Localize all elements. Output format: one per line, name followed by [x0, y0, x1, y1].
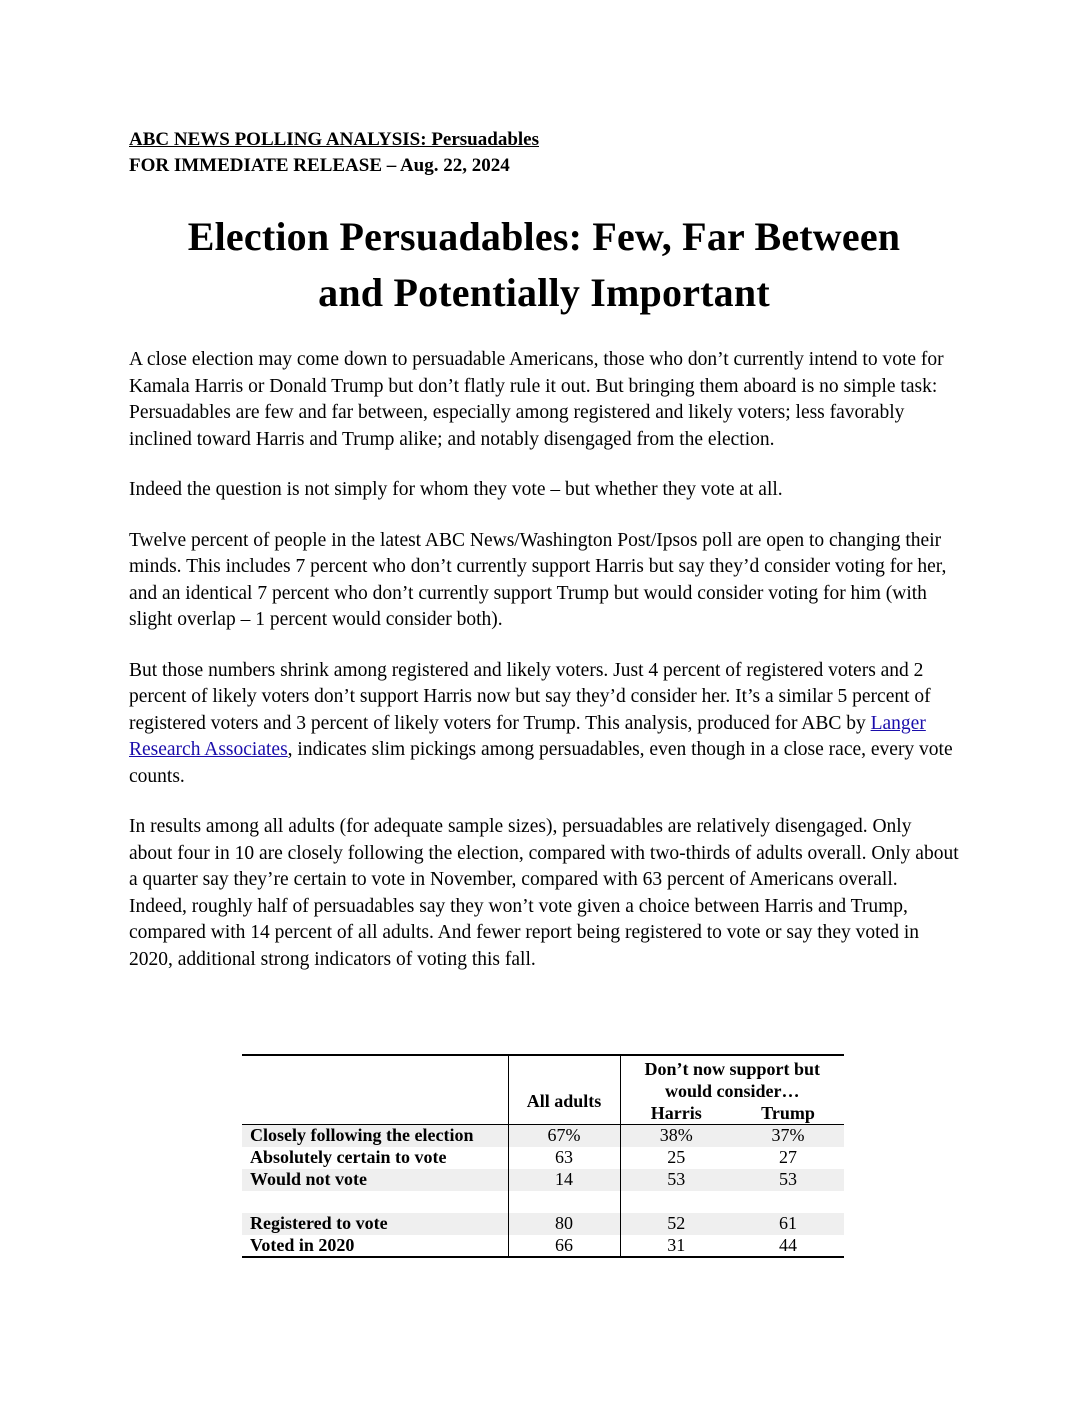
table-row: [242, 1169, 844, 1191]
title-line-2: and Potentially Important: [318, 270, 770, 315]
cell-trump: 27: [779, 1147, 797, 1167]
title-line-1: Election Persuadables: Few, Far Between: [187, 214, 901, 259]
table-corner: [242, 1055, 508, 1125]
document-page: [129, 127, 959, 997]
table-row: [242, 1147, 844, 1169]
col-header-trump: Trump: [761, 1103, 815, 1123]
col-header-all-adults: All adults: [508, 1055, 620, 1125]
cell-harris: 38%: [620, 1125, 732, 1147]
paragraph-4: [129, 658, 959, 791]
cell-harris: 25: [620, 1147, 732, 1169]
cell-harris: 52: [620, 1213, 732, 1235]
cell-all: 80: [508, 1213, 620, 1235]
table-row: [242, 1235, 844, 1257]
cell-trump: 37%: [732, 1125, 844, 1147]
release-header: [129, 127, 959, 179]
cell-trump: 61: [732, 1213, 844, 1235]
paragraph-3: Twelve percent of people in the latest ABC News/Washington Post/Ipsos poll are open to changing their minds. This includes 7 percent who don’t currently support Harris but say they’d consider voting for her, and an identical 7 percent who don’t currently support Trump but would consider voting for him (with slight overlap – 1 percent would consider both).: [129, 529, 947, 630]
table-row: [242, 1125, 844, 1147]
row-label: Absolutely certain to vote: [250, 1147, 447, 1167]
article-title: [129, 209, 959, 321]
analysis-label: ABC NEWS POLLING ANALYSIS: Persuadables: [129, 129, 539, 150]
cell-all: 63: [508, 1147, 620, 1169]
col-header-group: Don’t now support but would consider…: [620, 1055, 844, 1102]
row-label: Voted in 2020: [242, 1235, 508, 1257]
row-label: Would not vote: [242, 1169, 508, 1191]
cell-all: 67%: [508, 1125, 620, 1147]
row-label: Closely following the election: [242, 1125, 508, 1147]
table-row: [242, 1213, 844, 1235]
col-header-harris: Harris: [620, 1102, 732, 1125]
paragraph-2: Indeed the question is not simply for whom they vote – but whether they vote at all.: [129, 479, 783, 500]
langer-research-link[interactable]: Langer Research Associates: [129, 712, 926, 760]
paragraph-1: A close election may come down to persuadable Americans, those who don’t currently intend to vote for Kamala Harris or Donald Trump but don’t flatly rule it out. But bringing them aboard is no simple task: Persuadables are few and far between, especially among registered and likely voters; less favorably inclined toward Harris and Trump alike; and notably disengaged from the election.: [129, 349, 944, 450]
results-table: [242, 1054, 844, 1258]
row-label: Registered to vote: [242, 1213, 508, 1235]
cell-trump: 44: [732, 1235, 844, 1257]
paragraph-4-text-a: But those numbers shrink among registered and likely voters. Just 4 percent of registered voters and 2 percent of likely voters don’t support Harris now but say they’d consider her. It’s a similar 5 percent of registered voters and 3 percent of likely voters for Trump. This analysis, produced for ABC by: [129, 659, 931, 734]
paragraph-4-text-b: , indicates slim pickings among persuadables, even though in a close race, every vote counts.: [129, 739, 953, 787]
paragraph-5: In results among all adults (for adequate sample sizes), persuadables are relatively disengaged. Only about four in 10 are closely following the election, compared with two-thirds of adults overall. Only about a quarter say they’re certain to vote in November, compared with 63 percent of Americans overall. Indeed, roughly half of persuadables say they won’t vote given a choice between Harris and Trump, compared with 14 percent of all adults. And fewer report being registered to vote or say they voted in 2020, additional strong indicators of voting this fall.: [129, 816, 959, 970]
cell-all: 66: [508, 1235, 620, 1257]
cell-harris: 31: [620, 1235, 732, 1257]
table-spacer-row: [242, 1191, 844, 1213]
cell-harris: 53: [620, 1169, 732, 1191]
release-date: FOR IMMEDIATE RELEASE – Aug. 22, 2024: [129, 155, 510, 176]
cell-trump: 53: [732, 1169, 844, 1191]
cell-all: 14: [508, 1169, 620, 1191]
